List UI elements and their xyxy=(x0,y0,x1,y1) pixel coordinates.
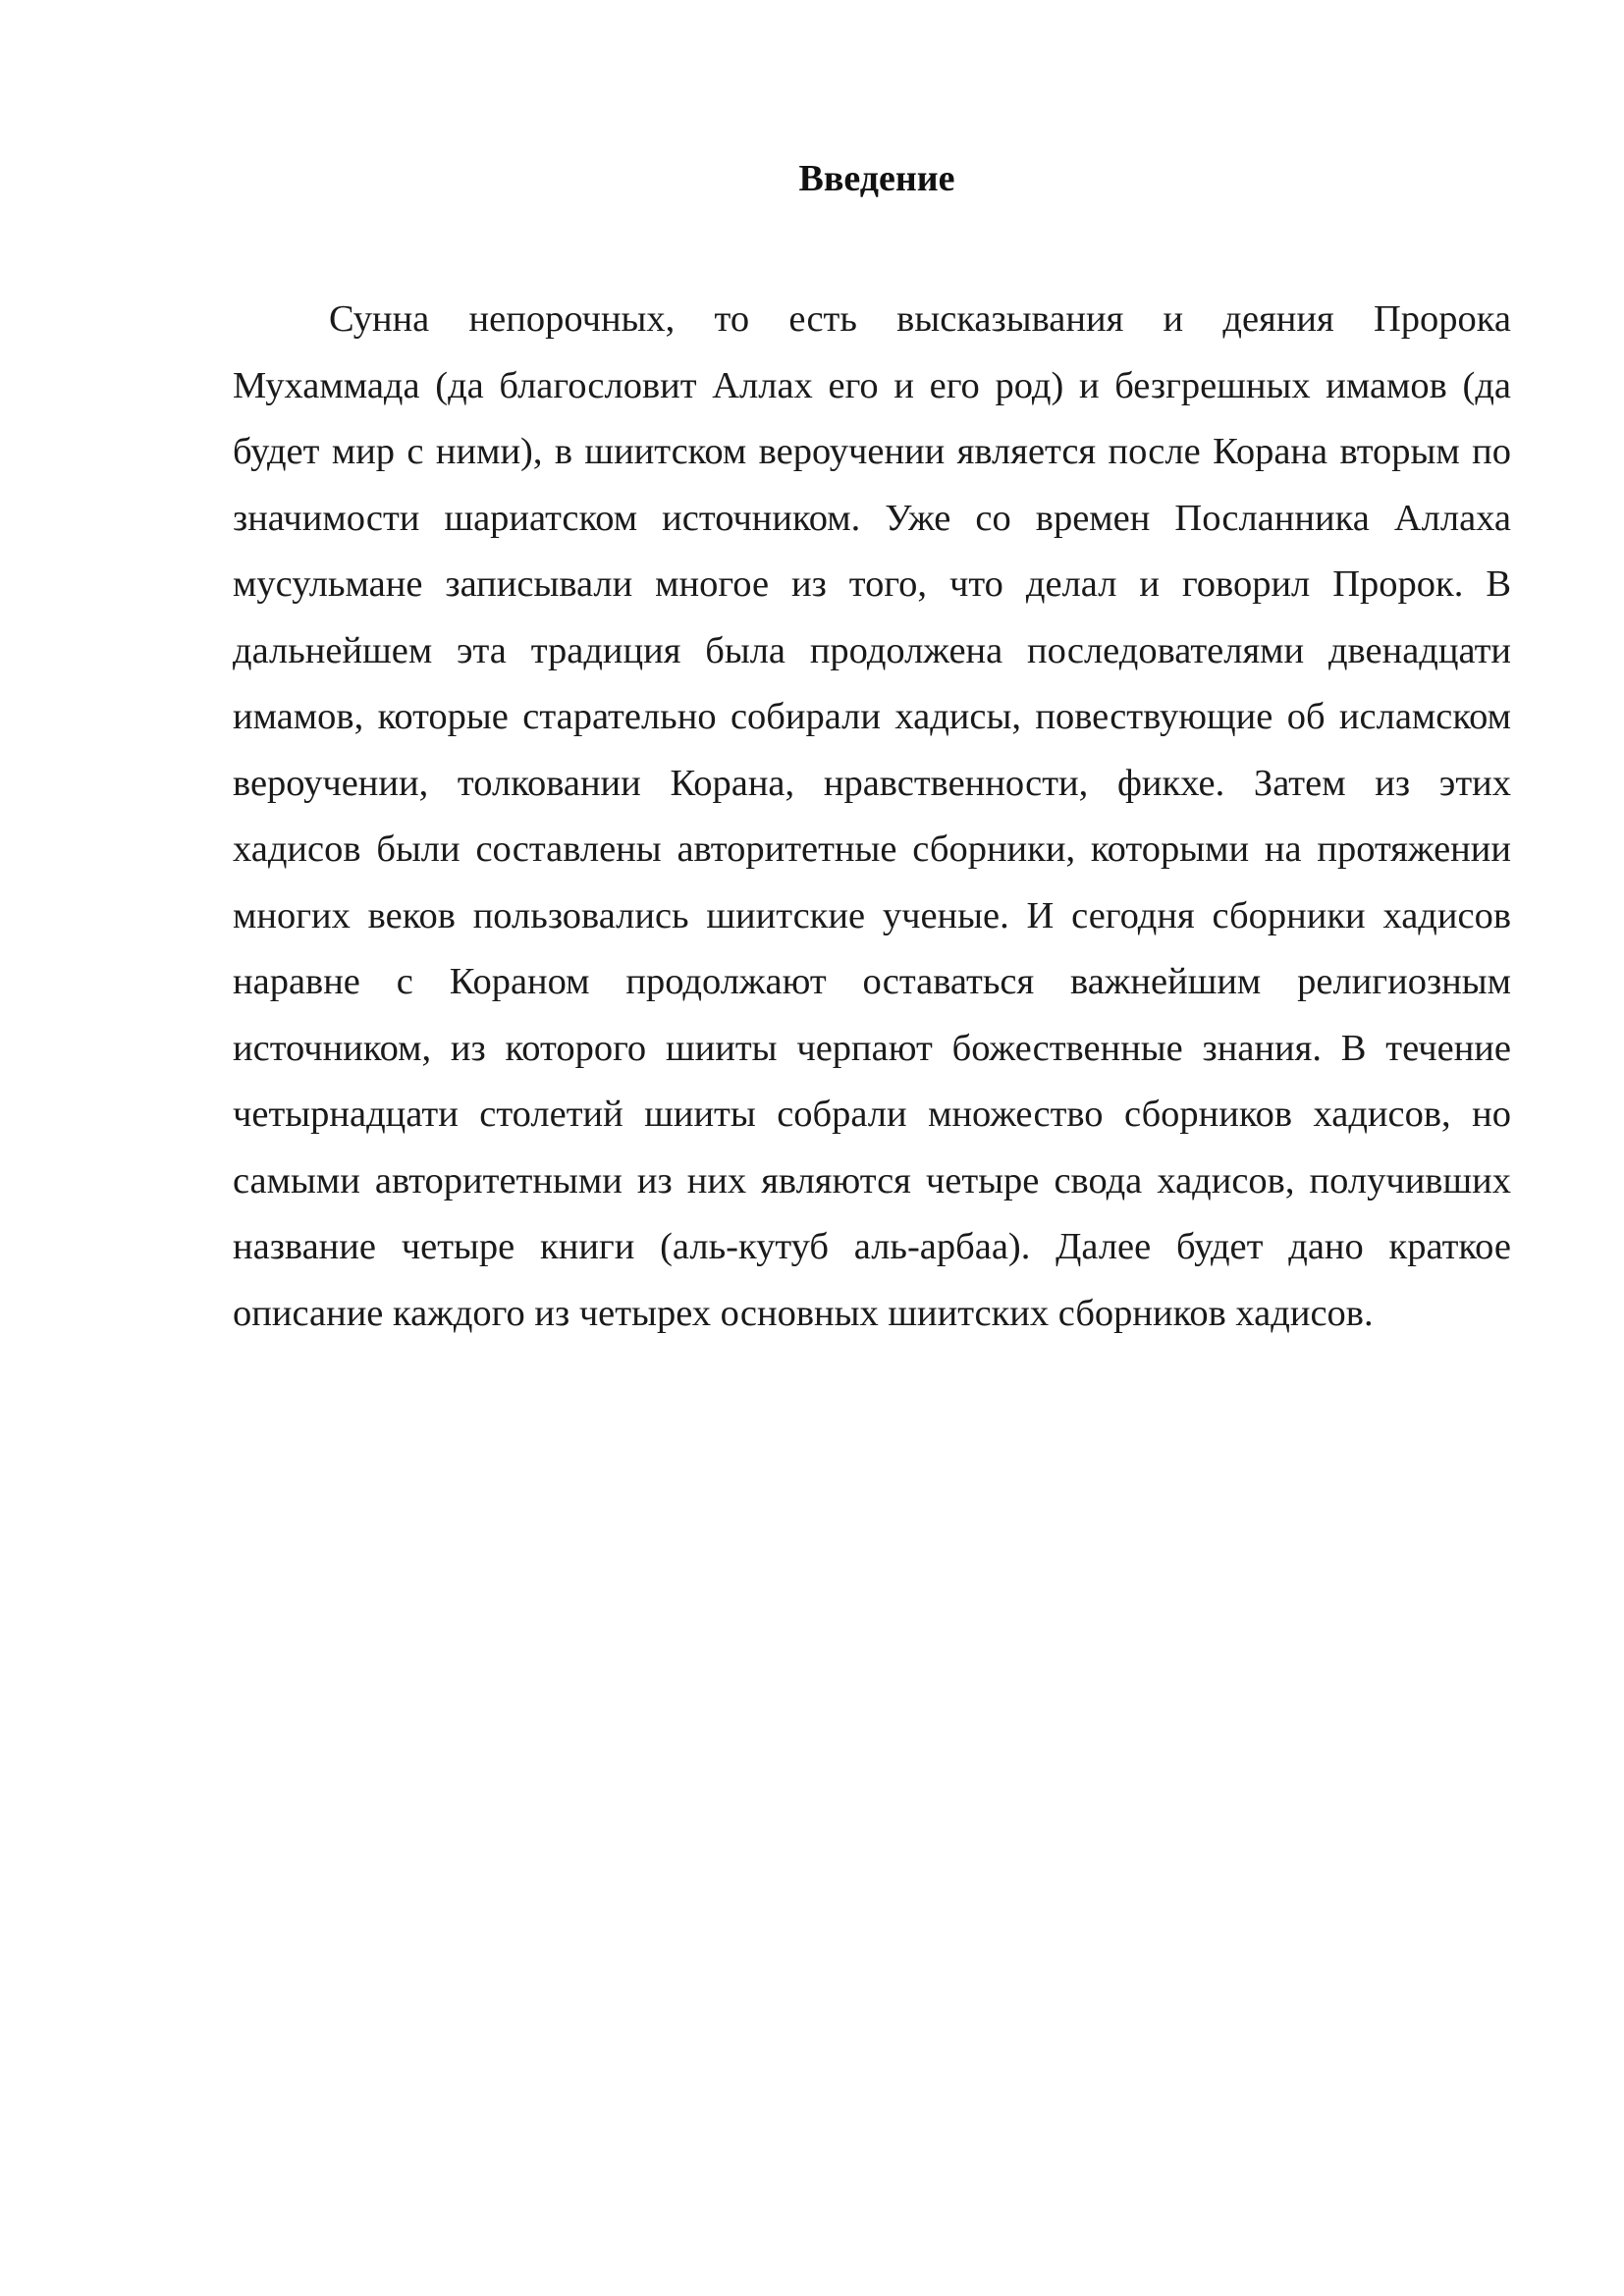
paragraph-line: вероучении, толковании Корана, нравственности, фикхе. Затем из этих xyxy=(233,762,1511,804)
paragraph-line: описание каждого из четырех основных шиитских сборников хадисов. xyxy=(233,1292,1374,1334)
paragraph-line: Мухаммада (да благословит Аллах его и его род) и безгрешных имамов (да xyxy=(233,364,1511,406)
paragraph-line: будет мир с ними), в шиитском вероучении является после Корана вторым по xyxy=(233,431,1511,472)
paragraph-line: самыми авторитетными из них являются четыре свода хадисов, получивших xyxy=(233,1159,1511,1201)
paragraph-line: название четыре книги (аль-кутуб аль-арбаа). Далее будет дано краткое xyxy=(233,1226,1511,1267)
paragraph-line: Сунна непорочных, то есть высказывания и деяния Пророка xyxy=(329,298,1511,340)
paragraph-line: хадисов были составлены авторитетные сборники, которыми на протяжении xyxy=(233,828,1511,870)
paragraph-line: дальнейшем эта традиция была продолжена последователями двенадцати xyxy=(233,629,1511,671)
paragraph-line: наравне с Кораном продолжают оставаться важнейшим религиозным xyxy=(233,961,1511,1002)
paragraph-line: имамов, которые старательно собирали хадисы, повествующие об исламском xyxy=(233,696,1511,737)
page-title: Введение xyxy=(798,158,955,199)
paragraph-line: четырнадцати столетий шииты собрали множество сборников хадисов, но xyxy=(233,1094,1511,1135)
paragraph-line: значимости шариатском источником. Уже со времен Посланника Аллаха xyxy=(233,497,1511,539)
body-paragraph xyxy=(233,287,1511,1347)
paragraph-line: источником, из которого шииты черпают божественные знания. В течение xyxy=(233,1027,1511,1069)
paragraph-line: мусульмане записывали многое из того, что делал и говорил Пророк. В xyxy=(233,563,1511,605)
paragraph-line: многих веков пользовались шиитские ученые. И сегодня сборники хадисов xyxy=(233,894,1511,936)
